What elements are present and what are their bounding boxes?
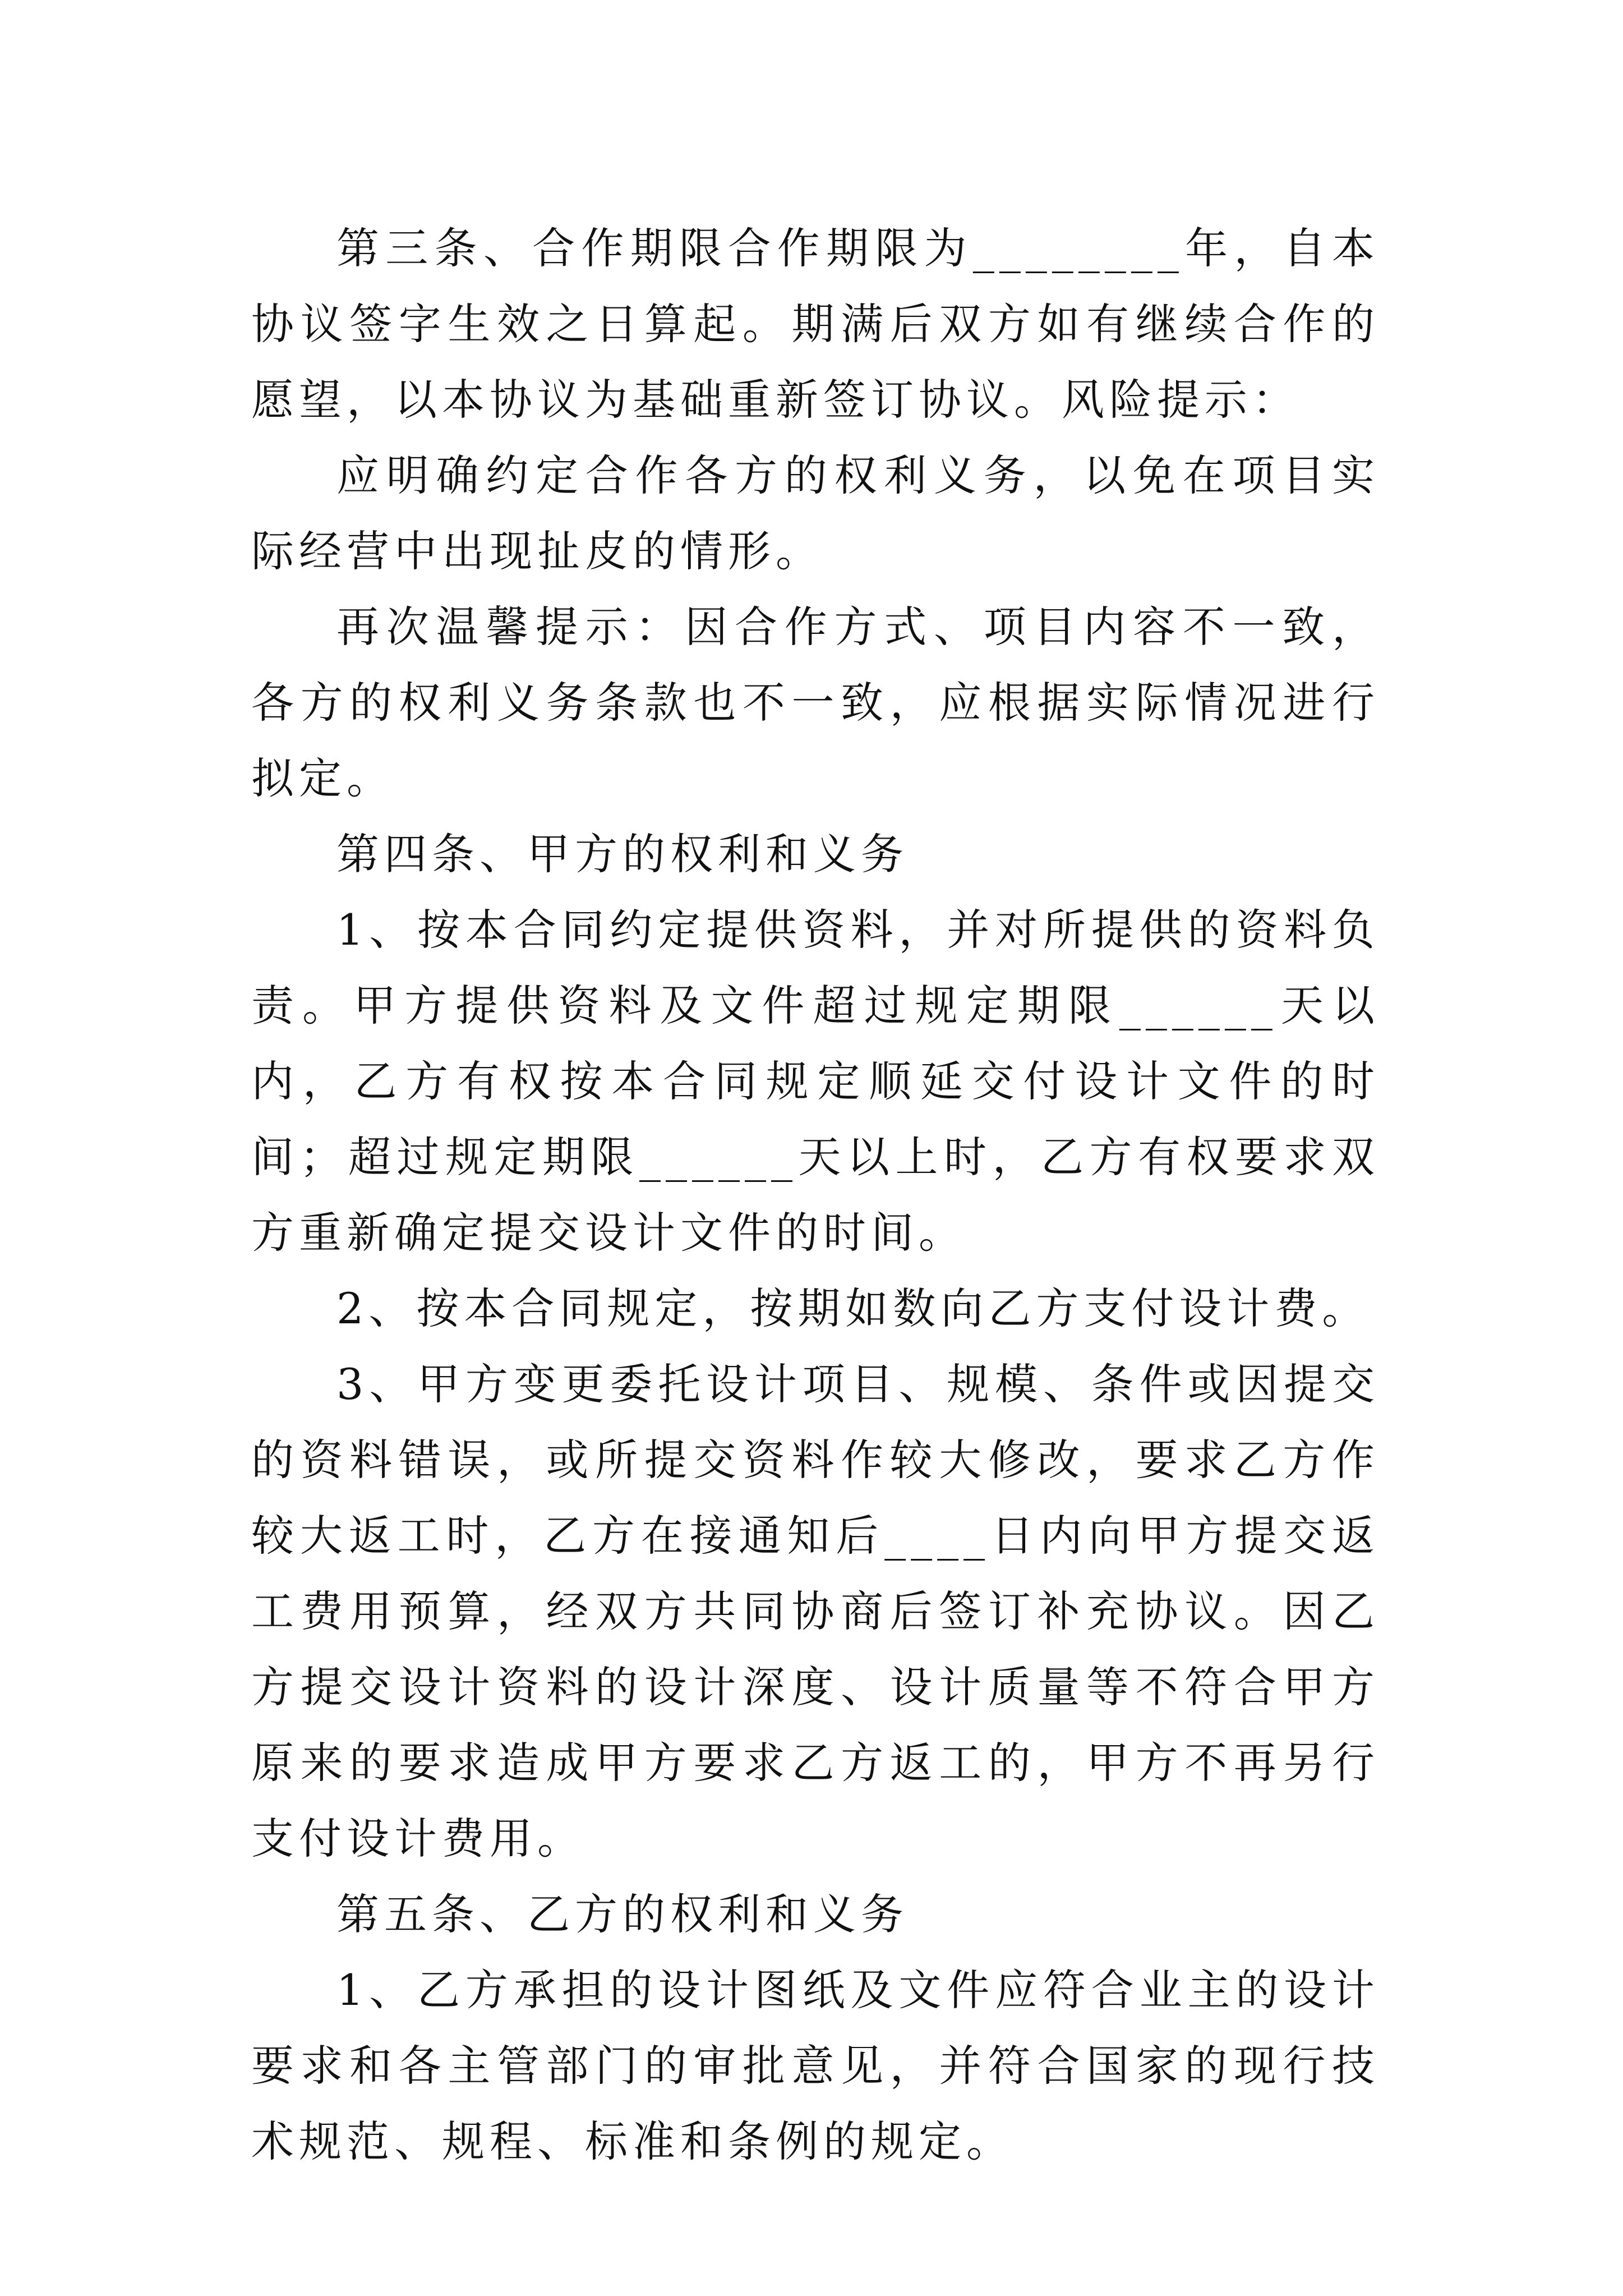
paragraph-risk-note: 应明确约定合作各方的权利义务，以免在项目实际经营中出现扯皮的情形。 — [251, 450, 1380, 576]
paragraph-article-3: 第三条、合作期限合作期限为________年，自本协议签字生效之日算起。期满后双方如有继续合作的愿望，以本协议为基础重新签订协议。风险提示： — [251, 223, 1380, 425]
heading-article-5: 第五条、乙方的权利和义务 — [336, 1889, 909, 1939]
paragraph-article-4-item-2: 2、按本合同规定，按期如数向乙方支付设计费。 — [336, 1283, 1370, 1333]
paragraph-article-4-item-3: 3、甲方变更委托设计项目、规模、条件或因提交的资料错误，或所提交资料作较大修改，要求乙方作较大返工时，乙方在接通知后____日内向甲方提交返工费用预算，经双方共同协商后签订补充协议。因乙方提交设计资料的设计深度、设计质量等不符合甲方原来的要求造成甲方要求乙方返工的，甲方不再另行支付设计费用。 — [251, 1359, 1380, 1864]
paragraph-article-5-item-1: 1、乙方承担的设计图纸及文件应符合业主的设计要求和各主管部门的审批意见，并符合国家的现行技术规范、规程、标准和条例的规定。 — [251, 1965, 1380, 2166]
document-body — [251, 210, 1380, 2179]
heading-article-4: 第四条、甲方的权利和义务 — [336, 829, 909, 879]
paragraph-reminder: 再次温馨提示：因合作方式、项目内容不一致，各方的权利义务条款也不一致，应根据实际情况进行拟定。 — [251, 602, 1380, 803]
paragraph-article-4-item-1: 1、按本合同约定提供资料，并对所提供的资料负责。甲方提供资料及文件超过规定期限______天以内，乙方有权按本合同规定顺延交付设计文件的时间；超过规定期限______天以上时，乙方有权要求双方重新确定提交设计文件的时间。 — [251, 905, 1380, 1258]
